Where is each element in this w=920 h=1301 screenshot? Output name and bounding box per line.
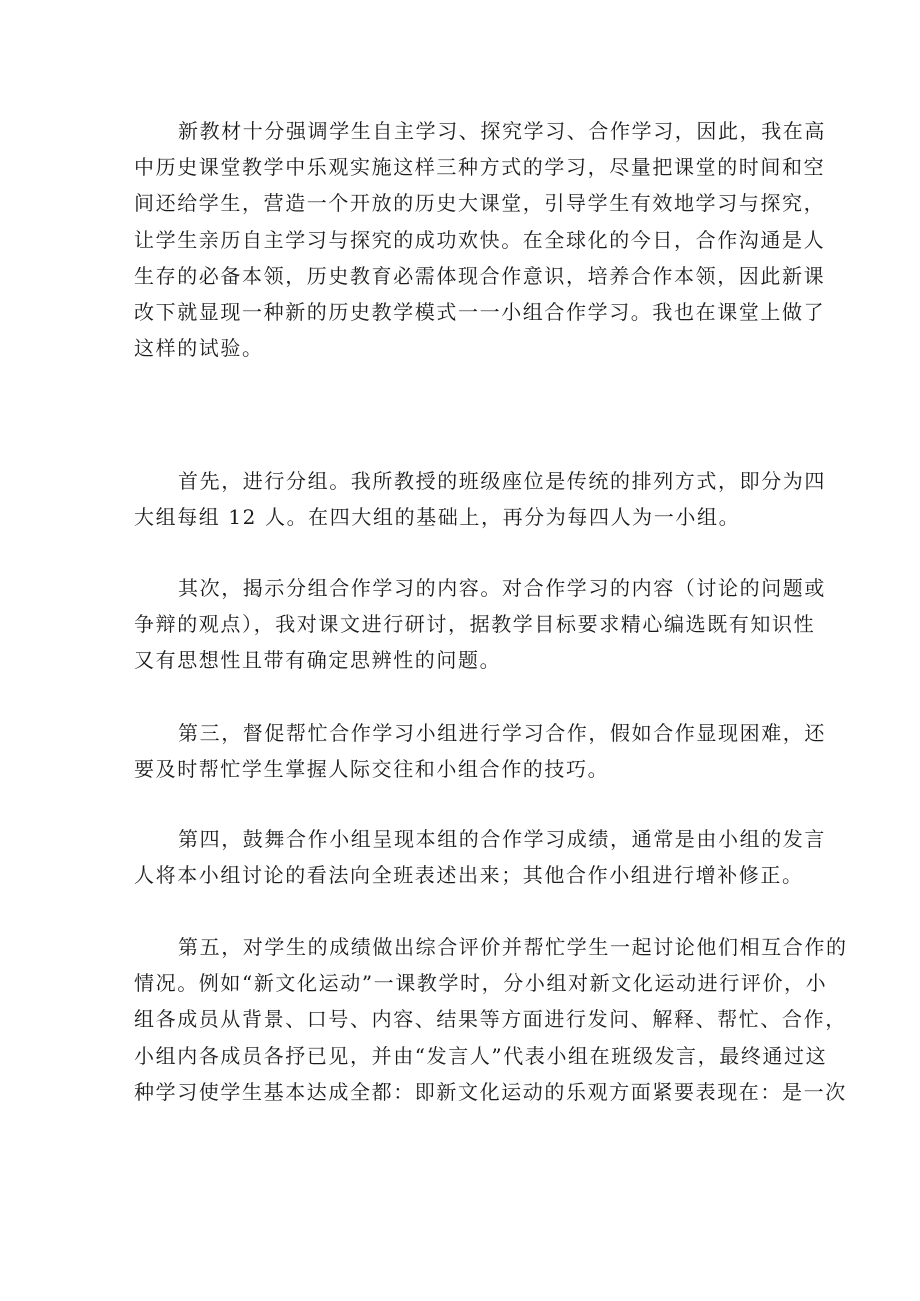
text-line: 小组内各成员各抒已见，并由“发言人”代表小组在班级发言，最终通过这 (134, 1043, 828, 1068)
text-line: 人将本小组讨论的看法向全班表述出来；其他合作小组进行增补修正。 (134, 863, 804, 888)
text-line: 中历史课堂教学中乐观实施这样三种方式的学习，尽量把课堂的时间和空 (134, 155, 826, 180)
text-line: 改下就显现一种新的历史教学模式一一小组合作学习。我也在课堂上做了 (134, 299, 826, 324)
text-line: 生存的必备本领，历史教育必需体现合作意识，培养合作本领，因此新课 (134, 263, 826, 288)
text-line: 其次，揭示分组合作学习的内容。对合作学习的内容（讨论的问题或 (178, 576, 826, 600)
paragraph-step-two (134, 570, 826, 679)
text-line: 情况。例如“新文化运动”一课教学时，分小组对新文化运动进行评价，小 (134, 971, 828, 996)
text-line: 组各成员从背景、口号、内容、结果等方面进行发问、解释、帮忙、合作， (134, 1007, 847, 1032)
text-line: 又有思想性且带有确定思辨性的问题。 (134, 648, 502, 673)
text-line: 这样的试验。 (134, 336, 264, 361)
text-line: 大组每组 12 人。在四大组的基础上，再分为每四人为一小组。 (134, 505, 741, 530)
text-line: 第五，对学生的成绩做出综合评价并帮忙学生一起讨论他们相互合作的 (178, 935, 848, 959)
paragraph-step-five (134, 929, 848, 1110)
paragraph-step-four (134, 821, 826, 893)
text-line: 新教材十分强调学生自主学习、探究学习、合作学习，因此，我在高 (178, 119, 826, 143)
text-line: 第三，督促帮忙合作学习小组进行学习合作，假如合作显现困难，还 (178, 721, 826, 745)
text-line: 间还给学生，营造一个开放的历史大课堂，引导学生有效地学习与探究， (134, 191, 826, 216)
text-line: 争辩的观点），我对课文进行研讨，据教学目标要求精心编选既有知识性 (134, 612, 816, 637)
text-line: 第四，鼓舞合作小组呈现本组的合作学习成绩，通常是由小组的发言 (178, 827, 826, 851)
text-line: 让学生亲历自主学习与探究的成功欢快。在全球化的今日，合作沟通是人 (134, 227, 826, 252)
text-line: 首先，进行分组。我所教授的班级座位是传统的排列方式，即分为四 (178, 469, 826, 493)
paragraph-step-one (134, 463, 826, 535)
paragraph-step-three (134, 715, 826, 787)
text-line: 要及时帮忙学生掌握人际交往和小组合作的技巧。 (134, 757, 610, 782)
text-line: 种学习使学生基本达成全都：即新文化运动的乐观方面紧要表现在：是一次 (134, 1079, 847, 1104)
paragraph-intro (134, 113, 826, 366)
